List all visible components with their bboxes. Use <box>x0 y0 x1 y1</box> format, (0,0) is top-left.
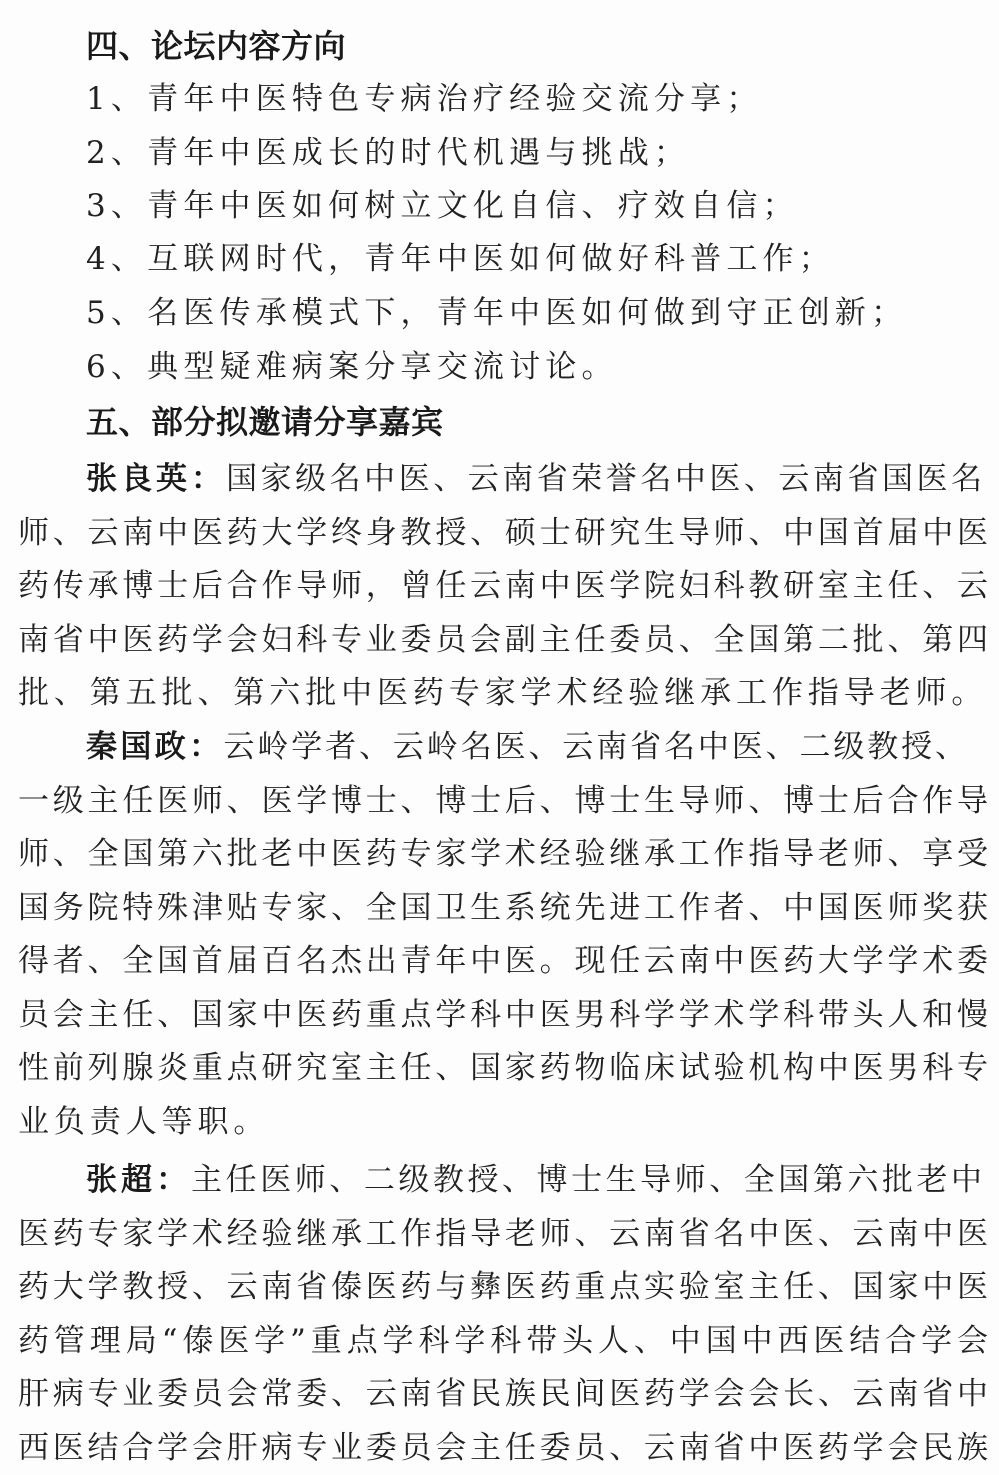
guest-bio-text: 云岭学者、云岭名医、云南省名中医、二级教授、 <box>223 729 967 765</box>
guest-bio-line: 性前列腺炎重点研究室主任、国家药物临床试验机构中医男科专 <box>18 1050 988 1086</box>
topic-item-6: 6、典型疑难病案分享交流讨论。 <box>86 349 618 385</box>
topic-item-1: 1、青年中医特色专病治疗经验交流分享； <box>86 81 763 117</box>
guest-name: 秦国政： <box>86 729 224 765</box>
guest-bio-line: 师、云南中医药大学终身教授、硕士研究生导师、中国首届中医 <box>18 515 988 551</box>
guest-bio-line: 得者、全国首届百名杰出青年中医。现任云南中医药大学学术委 <box>18 943 988 979</box>
guest-bio-line: 员会主任、国家中医药重点学科中医男科学学术学科带头人和慢 <box>18 997 988 1033</box>
guest-bio-line: 批、第五批、第六批中医药专家学术经验继承工作指导老师。 <box>18 675 988 711</box>
guest-bio-line: 药管理局“傣医学”重点学科学科带头人、中国中西医结合学会 <box>18 1323 988 1359</box>
section-heading-forum-topics: 四、论坛内容方向 <box>86 27 347 65</box>
topic-item-3: 3、青年中医如何树立文化自信、疗效自信； <box>86 188 799 224</box>
guest-bio-line: 业负责人等职。 <box>18 1104 270 1140</box>
guest-bio-line: 一级主任医师、医学博士、博士后、博士生导师、博士后合作导 <box>18 783 988 819</box>
guest-bio-text: 主任医师、二级教授、博士生导师、全国第六批老中 <box>191 1162 983 1198</box>
guest-bio-first-line <box>86 1154 982 1206</box>
guest-bio-text: 国家级名中医、云南省荣誉名中医、云南省国医名 <box>226 461 983 497</box>
guest-bio-line: 肝病专业委员会常委、云南省民族民间医药学会会长、云南省中 <box>18 1376 988 1412</box>
guest-bio-line: 南省中医药学会妇科专业委员会副主任委员、全国第二批、第四 <box>18 622 988 658</box>
guest-bio-line: 西医结合学会肝病专业委员会主任委员、云南省中医药学会民族 <box>18 1430 988 1466</box>
topic-item-5: 5、名医传承模式下，青年中医如何做到守正创新； <box>86 295 908 331</box>
guest-bio-first-line <box>86 453 982 505</box>
topic-item-2: 2、青年中医成长的时代机遇与挑战； <box>86 135 691 171</box>
section-heading-invited-guests: 五、部分拟邀请分享嘉宾 <box>86 403 444 441</box>
guest-bio-line: 药大学教授、云南省傣医药与彝医药重点实验室主任、国家中医 <box>18 1269 988 1305</box>
guest-name: 张超： <box>86 1162 192 1198</box>
guest-bio-line: 药传承博士后合作导师，曾任云南中医学院妇科教研室主任、云 <box>18 568 988 604</box>
topic-item-4: 4、互联网时代，青年中医如何做好科普工作； <box>86 241 835 277</box>
guest-bio-line: 国务院特殊津贴专家、全国卫生系统先进工作者、中国医师奖获 <box>18 890 988 926</box>
guest-name: 张良英： <box>86 461 227 497</box>
guest-bio-first-line <box>86 721 966 773</box>
guest-bio-line: 医药专家学术经验继承工作指导老师、云南省名中医、云南中医 <box>18 1216 988 1252</box>
guest-bio-line: 师、全国第六批老中医药专家学术经验继承工作指导老师、享受 <box>18 836 988 872</box>
